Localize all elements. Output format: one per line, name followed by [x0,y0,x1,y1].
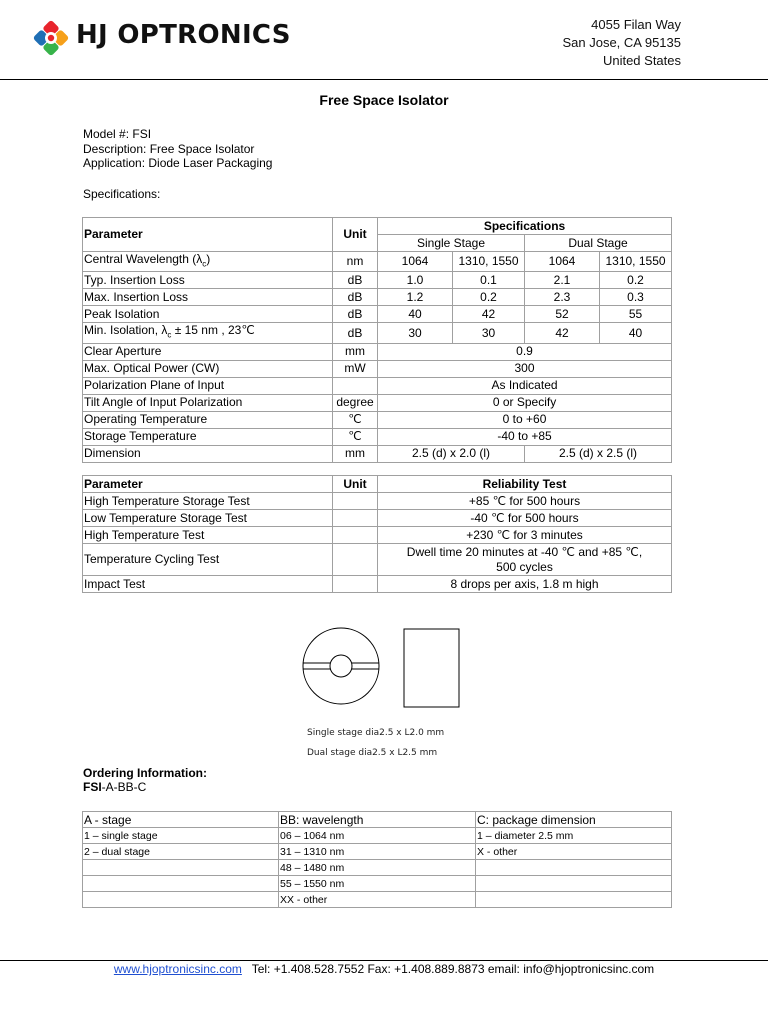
value-cell: 0.1 [453,272,525,289]
ordering-cell: 48 – 1480 nm [279,860,476,876]
value-cell: 0.2 [600,272,672,289]
table-row [83,576,672,593]
value-cell: +230 ℃ for 3 minutes [378,527,672,544]
table-row [83,860,672,876]
table-row [83,394,672,411]
param-cell: Impact Test [83,576,333,593]
unit-cell [333,576,378,593]
table-row [83,493,672,510]
ordering-cell: 1 – diameter 2.5 mm [476,828,672,844]
page-header [0,0,768,80]
param-cell: Clear Aperture [83,343,333,360]
page-title: Free Space Isolator [319,92,449,108]
value-cell: 0.3 [600,289,672,306]
value-cell: 0.2 [453,289,525,306]
table-row [83,377,672,394]
product-application: Application: Diode Laser Packaging [83,156,273,170]
unit-cell: dB [333,289,378,306]
param-cell: Operating Temperature [83,411,333,428]
param-cell: Central Wavelength $(\lambda_c)$ [83,252,333,272]
unit-cell [333,510,378,527]
value-cell: 30 [378,323,453,343]
value-cell: 1064 [525,252,600,272]
value-cell: 2.5 (d) x 2.0 (l) [378,445,525,462]
table-row [83,343,672,360]
address-line: 4055 Filan Way [591,17,681,32]
table-row [83,428,672,445]
header-reliability-test: Reliability Test [378,476,672,493]
table-row [83,527,672,544]
header-dual-stage: Dual Stage [525,235,672,252]
value-cell: 1310, 1550 [453,252,525,272]
table-row [83,544,672,576]
specifications-label: Specifications: [83,187,161,201]
page-footer [0,962,768,976]
unit-cell: ℃ [333,411,378,428]
value-cell: -40 ℃ for 500 hours [378,510,672,527]
unit-cell [333,493,378,510]
ordering-cell [83,892,279,908]
value-cell: 2.5 (d) x 2.5 (l) [525,445,672,462]
ordering-cell [476,876,672,892]
ordering-cell [83,860,279,876]
value-cell: 42 [525,323,600,343]
ordering-cell: 31 – 1310 nm [279,844,476,860]
table-row [83,510,672,527]
product-meta [83,127,272,171]
unit-cell: dB [333,272,378,289]
value-cell: 55 [600,306,672,323]
caption-dual-stage: Dual stage dia2.5 x L2.5 mm [307,748,438,758]
value-cell: 40 [378,306,453,323]
param-cell: Low Temperature Storage Test [83,510,333,527]
company-logo-icon [33,20,69,56]
address-line: United States [602,53,681,68]
ordering-cell: 2 – dual stage [83,844,279,860]
header-unit: Unit [333,218,378,252]
param-cell: High Temperature Test [83,527,333,544]
value-cell: 30 [453,323,525,343]
param-cell: Temperature Cycling Test [83,544,333,576]
value-cell: 1310, 1550 [600,252,672,272]
param-cell: Typ. Insertion Loss [83,272,333,289]
table-row [83,306,672,323]
unit-cell: mW [333,360,378,377]
table-row [83,289,672,306]
param-cell: Max. Insertion Loss [83,289,333,306]
unit-cell: mm [333,343,378,360]
value-cell: 2.3 [525,289,600,306]
company-name: HJ OPTRONICS [76,20,291,50]
table-row [83,360,672,377]
unit-cell: ℃ [333,428,378,445]
value-cell: -40 to +85 [378,428,672,445]
table-row [83,828,672,844]
value-cell: +85 ℃ for 500 hours [378,493,672,510]
ordering-code: FSI-A-BB-C [83,780,147,794]
ordering-cell [476,860,672,876]
unit-cell: dB [333,306,378,323]
value-cell: 2.1 [525,272,600,289]
reliability-table [82,475,672,593]
model-number: Model #: FSI [83,127,152,141]
table-row [83,272,672,289]
ordering-cell: 06 – 1064 nm [279,828,476,844]
table-row [83,252,672,272]
ordering-cell [83,876,279,892]
ordering-cell [476,892,672,908]
param-cell: Max. Optical Power (CW) [83,360,333,377]
unit-cell: nm [333,252,378,272]
ordering-cell: 1 – single stage [83,828,279,844]
table-row [83,411,672,428]
ordering-cell: XX - other [279,892,476,908]
unit-cell [333,544,378,576]
header-stage: A - stage [83,812,279,828]
contact-info: Tel: +1.408.528.7552 Fax: +1.408.889.8873 email: info@hjoptronicsinc.com [241,962,655,976]
table-row [83,876,672,892]
value-cell: 8 drops per axis, 1.8 m high [378,576,672,593]
address-line: San Jose, CA 95135 [562,35,681,50]
value-cell: 1064 [378,252,453,272]
product-description: Description: Free Space Isolator [83,141,255,156]
unit-cell [333,527,378,544]
param-cell: Storage Temperature [83,428,333,445]
param-cell: High Temperature Storage Test [83,493,333,510]
header-parameter: Parameter [83,476,333,493]
param-cell: Tilt Angle of Input Polarization [83,394,333,411]
value-cell: 1.0 [378,272,453,289]
unit-cell: mm [333,445,378,462]
unit-cell [333,377,378,394]
value-cell: 42 [453,306,525,323]
company-address [562,16,681,70]
specifications-table [82,217,672,463]
table-row [83,323,672,343]
unit-cell: degree [333,394,378,411]
value-cell: 1.2 [378,289,453,306]
header-package-dimension: C: package dimension [476,812,672,828]
value-cell: 0 or Specify [378,394,672,411]
ordering-cell: 55 – 1550 nm [279,876,476,892]
value-cell: 52 [525,306,600,323]
header-wavelength: BB: wavelength [279,812,476,828]
param-cell: Dimension [83,445,333,462]
value-cell: 0 to +60 [378,411,672,428]
param-cell: Min. Isolation, $\lambda_c \pm 15$ nm , 23℃ [83,323,333,343]
table-row [83,445,672,462]
footer-divider [0,960,768,961]
header-parameter: Parameter [83,218,333,252]
value-cell: As Indicated [378,377,672,394]
value-cell: 0.9 [378,343,672,360]
header-unit: Unit [333,476,378,493]
value-cell: Dwell time 20 minutes at -40 ℃ and +85 ℃, 500 cycles [378,544,672,576]
header-divider [0,79,768,80]
ordering-heading: Ordering Information: [83,766,207,780]
table-row [83,844,672,860]
param-cell: Polarization Plane of Input [83,377,333,394]
header-specifications: Specifications [378,218,672,235]
unit-cell: dB [333,323,378,343]
value-cell: 300 [378,360,672,377]
ordering-table [82,811,672,908]
caption-single-stage: Single stage dia2.5 x L2.0 mm [307,728,445,738]
value-cell: 40 [600,323,672,343]
table-row [83,892,672,908]
ordering-cell: X - other [476,844,672,860]
website-link[interactable]: www.hjoptronicsinc.com [113,962,242,976]
isolator-diagram [296,622,466,762]
param-cell: Peak Isolation [83,306,333,323]
header-single-stage: Single Stage [378,235,525,252]
